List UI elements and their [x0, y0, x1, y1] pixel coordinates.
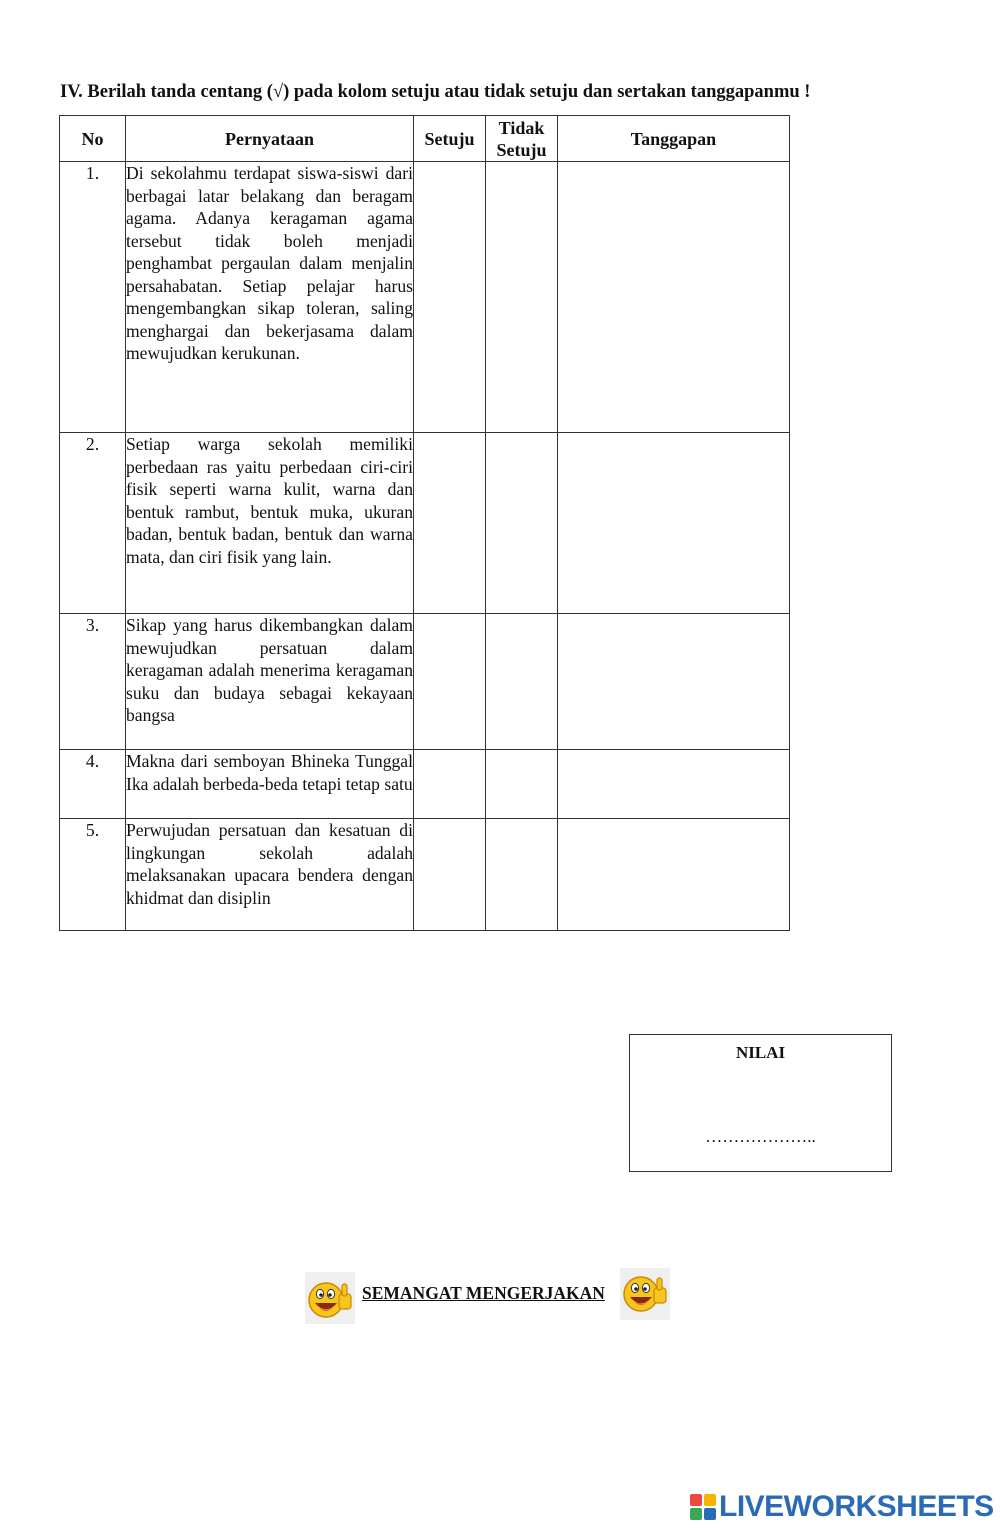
- table-header-row: [60, 116, 790, 162]
- header-statement: Pernyataan: [126, 116, 414, 162]
- row-number: 4.: [60, 750, 126, 819]
- disagree-cell[interactable]: [486, 162, 558, 433]
- disagree-cell[interactable]: [486, 614, 558, 750]
- agree-cell[interactable]: [414, 433, 486, 614]
- row-statement: Setiap warga sekolah memiliki perbedaan ras yaitu perbedaan ciri-ciri fisik seperti warna kulit, warna dan bentuk rambut, bentuk muka, ukuran badan, bentuk badan, bentuk dan warna mata, dan ciri fisik yang lain.: [126, 433, 414, 614]
- statement-table: [59, 115, 790, 931]
- row-number: 2.: [60, 433, 126, 614]
- score-blank[interactable]: ………………..: [705, 1127, 816, 1146]
- agree-cell[interactable]: [414, 750, 486, 819]
- brand-name: LIVEWORKSHEETS: [719, 1490, 994, 1523]
- header-response: Tanggapan: [558, 116, 790, 162]
- score-box: [629, 1034, 892, 1172]
- row-statement: Perwujudan persatuan dan kesatuan di lingkungan sekolah adalah melaksanakan upacara bendera dengan khidmat dan disiplin: [126, 819, 414, 931]
- motto-text: SEMANGAT MENGERJAKAN: [362, 1283, 605, 1303]
- row-statement: Makna dari semboyan Bhineka Tunggal Ika adalah berbeda-beda tetapi tetap satu: [126, 750, 414, 819]
- thumbs-up-emoji-icon: [620, 1268, 670, 1320]
- liveworksheets-brand: [690, 1490, 994, 1524]
- response-cell[interactable]: [558, 433, 790, 614]
- header-disagree-line1: Tidak: [498, 117, 545, 138]
- row-statement: Di sekolahmu terdapat siswa-siswi dari berbagai latar belakang dan beragam agama. Adanya keragaman agama tersebut tidak boleh menjadi penghambat pergaulan dalam menjalin persahabatan. Setiap pelajar harus mengembangkan sikap toleran, saling menghargai dan bekerjasama dalam mewujudkan kerukunan.: [126, 162, 414, 433]
- logo-square: [690, 1494, 702, 1506]
- agree-cell[interactable]: [414, 819, 486, 931]
- table-row: [60, 750, 790, 819]
- instruction-heading: IV. Berilah tanda centang (√) pada kolom setuju atau tidak setuju dan sertakan tanggapanmu !: [60, 82, 811, 102]
- disagree-cell[interactable]: [486, 750, 558, 819]
- row-number: 3.: [60, 614, 126, 750]
- header-disagree: [486, 116, 558, 162]
- logo-square: [690, 1508, 702, 1520]
- row-number: 1.: [60, 162, 126, 433]
- score-title: NILAI: [735, 1043, 786, 1062]
- response-cell[interactable]: [558, 162, 790, 433]
- row-number: 5.: [60, 819, 126, 931]
- logo-square: [704, 1508, 716, 1520]
- agree-cell[interactable]: [414, 162, 486, 433]
- row-statement: Sikap yang harus dikembangkan dalam mewujudkan persatuan dalam keragaman adalah menerima keragaman suku dan budaya sebagai kekayaan bangsa: [126, 614, 414, 750]
- header-disagree-line2: Setuju: [496, 139, 547, 160]
- table-row: [60, 819, 790, 931]
- response-cell[interactable]: [558, 750, 790, 819]
- response-cell[interactable]: [558, 614, 790, 750]
- agree-cell[interactable]: [414, 614, 486, 750]
- table-row: [60, 162, 790, 433]
- table-row: [60, 614, 790, 750]
- header-no: No: [60, 116, 126, 162]
- disagree-cell[interactable]: [486, 819, 558, 931]
- thumbs-up-emoji-icon: [305, 1272, 355, 1324]
- liveworksheets-logo-icon: [690, 1494, 716, 1520]
- response-cell[interactable]: [558, 819, 790, 931]
- header-agree: Setuju: [414, 116, 486, 162]
- disagree-cell[interactable]: [486, 433, 558, 614]
- table-row: [60, 433, 790, 614]
- logo-square: [704, 1494, 716, 1506]
